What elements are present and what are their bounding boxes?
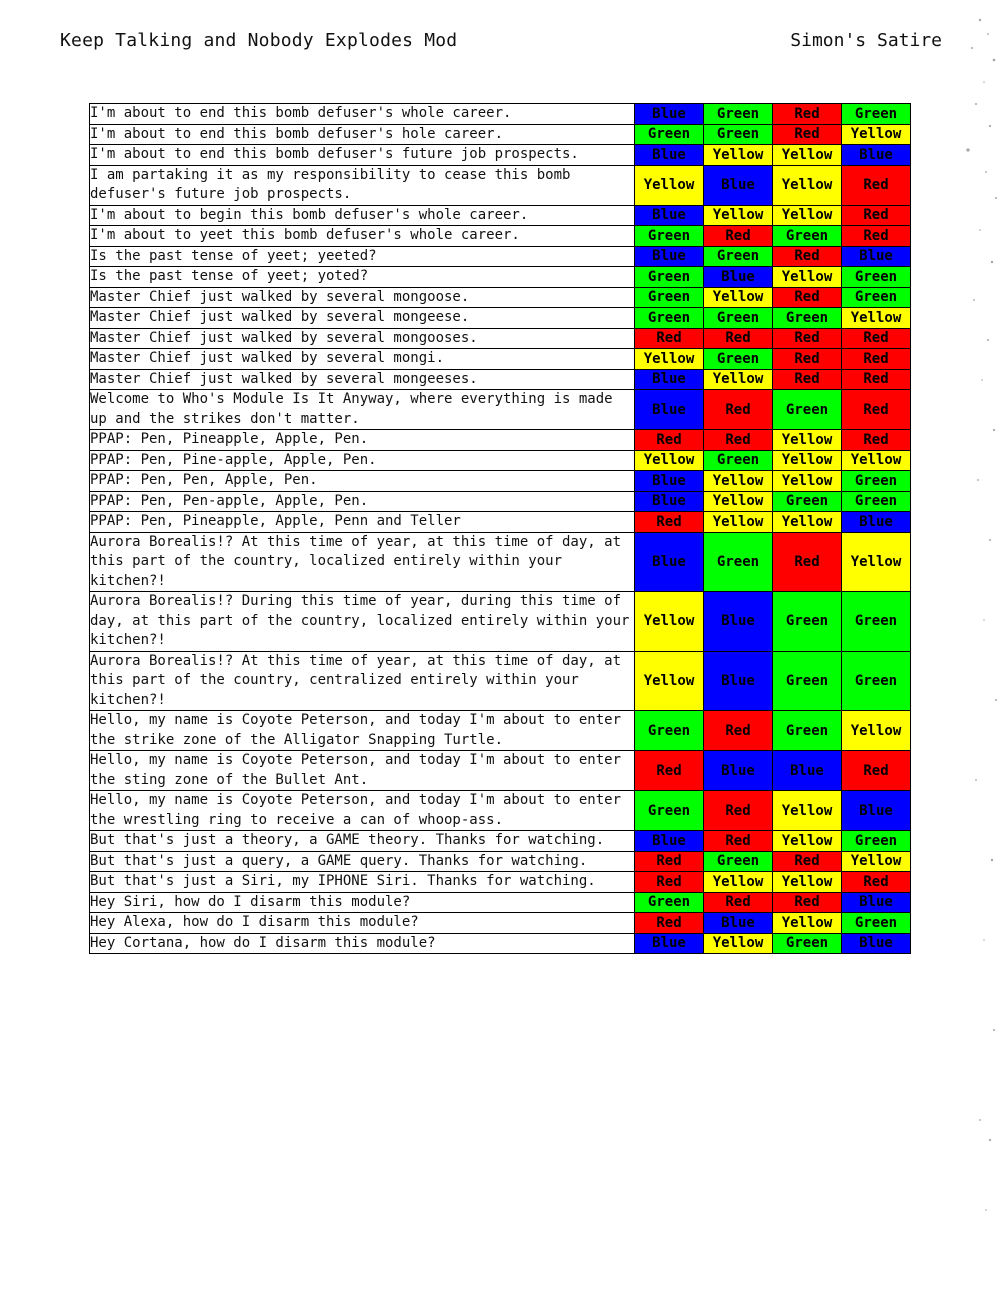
color-cell: Yellow [773,145,842,166]
phrase-cell: Master Chief just walked by several mongeeses. [90,369,635,390]
phrase-cell: But that's just a theory, a GAME theory. Thanks for watching. [90,831,635,852]
table-row [90,592,911,652]
phrase-cell: PPAP: Pen, Pen-apple, Apple, Pen. [90,491,635,512]
table-row [90,349,911,370]
color-cell: Blue [704,651,773,711]
color-cell: Red [635,328,704,349]
color-cell: Yellow [773,471,842,492]
phrase-cell: Hey Alexa, how do I disarm this module? [90,913,635,934]
color-cell: Green [842,651,911,711]
color-cell: Yellow [842,711,911,751]
phrase-cell: Master Chief just walked by several mongoose. [90,287,635,308]
color-cell: Yellow [773,913,842,934]
color-cell: Green [704,124,773,145]
color-cell: Red [842,205,911,226]
color-cell: Green [704,532,773,592]
color-cell: Yellow [773,512,842,533]
color-cell: Red [704,831,773,852]
color-cell: Red [635,751,704,791]
phrase-cell: PPAP: Pen, Pineapple, Apple, Penn and Teller [90,512,635,533]
color-cell: Yellow [635,651,704,711]
color-cell: Yellow [842,532,911,592]
table-row [90,369,911,390]
color-cell: Green [635,711,704,751]
color-cell: Yellow [704,369,773,390]
color-cell: Red [842,328,911,349]
color-cell: Red [773,287,842,308]
mod-title: Keep Talking and Nobody Explodes Mod [60,30,458,51]
table-row [90,205,911,226]
color-cell: Green [773,651,842,711]
color-cell: Red [704,328,773,349]
color-cell: Blue [635,104,704,125]
color-cell: Red [704,430,773,451]
phrase-cell: I'm about to end this bomb defuser's whole career. [90,104,635,125]
color-cell: Red [773,328,842,349]
color-cell: Blue [635,145,704,166]
color-cell: Yellow [773,872,842,893]
color-cell: Blue [773,751,842,791]
color-cell: Red [842,369,911,390]
color-cell: Yellow [635,165,704,205]
color-cell: Green [635,226,704,247]
color-cell: Red [842,751,911,791]
table-row [90,471,911,492]
color-cell: Yellow [704,512,773,533]
color-cell: Green [842,913,911,934]
color-cell: Yellow [635,349,704,370]
table-row [90,913,911,934]
table-row [90,651,911,711]
table-row [90,308,911,329]
color-cell: Blue [842,933,911,954]
color-cell: Red [773,246,842,267]
color-cell: Red [773,532,842,592]
color-cell: Yellow [773,205,842,226]
table-row [90,450,911,471]
color-cell: Blue [842,246,911,267]
color-cell: Red [635,913,704,934]
color-cell: Red [635,430,704,451]
color-cell: Red [842,390,911,430]
color-cell: Red [842,430,911,451]
phrase-cell: PPAP: Pen, Pineapple, Apple, Pen. [90,430,635,451]
color-cell: Green [704,246,773,267]
color-cell: Green [842,491,911,512]
table-row [90,851,911,872]
phrase-cell: Hello, my name is Coyote Peterson, and today I'm about to enter the wrestling ring to receive a can of whoop-ass. [90,791,635,831]
table-row [90,491,911,512]
color-cell: Yellow [842,308,911,329]
color-cell: Green [842,592,911,652]
color-cell: Blue [635,369,704,390]
phrase-cell: PPAP: Pen, Pen, Apple, Pen. [90,471,635,492]
table-row [90,532,911,592]
color-cell: Blue [635,471,704,492]
color-cell: Red [842,226,911,247]
table-row [90,872,911,893]
color-cell: Yellow [773,831,842,852]
color-cell: Red [704,711,773,751]
table-row [90,892,911,913]
phrase-cell: Aurora Borealis!? At this time of year, at this time of day, at this part of the country, centralized entirely within your kitchen?! [90,651,635,711]
color-cell: Red [773,369,842,390]
color-cell: Blue [635,491,704,512]
phrase-cell: Is the past tense of yeet; yoted? [90,267,635,288]
color-cell: Red [842,165,911,205]
color-cell: Yellow [773,450,842,471]
table-row [90,711,911,751]
phrase-cell: But that's just a Siri, my IPHONE Siri. Thanks for watching. [90,872,635,893]
phrase-cell: Master Chief just walked by several mongeese. [90,308,635,329]
color-cell: Yellow [704,491,773,512]
color-cell: Red [842,872,911,893]
color-cell: Green [773,226,842,247]
table-row [90,226,911,247]
color-cell: Yellow [704,287,773,308]
color-cell: Blue [704,267,773,288]
color-cell: Blue [842,512,911,533]
color-cell: Red [635,872,704,893]
color-cell: Yellow [635,450,704,471]
color-cell: Green [773,491,842,512]
table-row [90,430,911,451]
color-cell: Green [704,308,773,329]
color-cell: Red [704,226,773,247]
phrase-cell: PPAP: Pen, Pine-apple, Apple, Pen. [90,450,635,471]
table-row [90,512,911,533]
color-cell: Blue [635,532,704,592]
color-cell: Yellow [773,430,842,451]
phrase-cell: Hello, my name is Coyote Peterson, and today I'm about to enter the strike zone of the Alligator Snapping Turtle. [90,711,635,751]
color-cell: Red [842,349,911,370]
table-row [90,124,911,145]
color-cell: Yellow [842,450,911,471]
phrase-cell: I'm about to end this bomb defuser's future job prospects. [90,145,635,166]
table-row [90,328,911,349]
color-cell: Blue [842,791,911,831]
color-cell: Red [773,892,842,913]
color-cell: Green [773,308,842,329]
color-cell: Blue [635,390,704,430]
color-cell: Green [842,104,911,125]
table-row [90,791,911,831]
color-cell: Blue [635,246,704,267]
color-cell: Blue [704,751,773,791]
color-cell: Blue [704,592,773,652]
color-cell: Blue [704,165,773,205]
color-cell: Green [635,287,704,308]
color-cell: Green [635,124,704,145]
color-cell: Blue [635,831,704,852]
color-cell: Yellow [773,791,842,831]
color-cell: Green [635,267,704,288]
table-row [90,145,911,166]
color-cell: Yellow [704,872,773,893]
color-cell: Blue [842,892,911,913]
color-cell: Green [842,267,911,288]
phrase-cell: Is the past tense of yeet; yeeted? [90,246,635,267]
paper-speckle [910,0,1000,1300]
phrase-cell: Hey Siri, how do I disarm this module? [90,892,635,913]
phrase-cell: Hello, my name is Coyote Peterson, and today I'm about to enter the sting zone of the Bullet Ant. [90,751,635,791]
phrase-cell: Master Chief just walked by several mongooses. [90,328,635,349]
color-cell: Red [635,851,704,872]
table-row [90,287,911,308]
phrase-cell: I am partaking it as my responsibility to cease this bomb defuser's future job prospects. [90,165,635,205]
color-cell: Yellow [773,267,842,288]
color-cell: Yellow [842,851,911,872]
color-cell: Green [635,308,704,329]
color-cell: Green [773,592,842,652]
color-cell: Yellow [704,205,773,226]
color-cell: Green [842,831,911,852]
phrase-cell: Aurora Borealis!? During this time of year, during this time of day, at this part of the country, localized entirely within your kitchen?! [90,592,635,652]
table-row [90,390,911,430]
color-cell: Red [635,512,704,533]
phrase-cell: Master Chief just walked by several mongi. [90,349,635,370]
color-cell: Blue [635,933,704,954]
color-cell: Green [635,791,704,831]
color-cell: Green [704,450,773,471]
color-cell: Red [773,349,842,370]
color-cell: Blue [842,145,911,166]
color-cell: Yellow [635,592,704,652]
color-cell: Green [773,390,842,430]
color-cell: Red [773,851,842,872]
table-row [90,933,911,954]
phrase-cell: Welcome to Who's Module Is It Anyway, where everything is made up and the strikes don't matter. [90,390,635,430]
phrase-color-table [89,103,911,954]
phrase-cell: I'm about to begin this bomb defuser's whole career. [90,205,635,226]
color-cell: Green [842,287,911,308]
color-cell: Red [773,124,842,145]
color-cell: Red [704,390,773,430]
color-cell: Yellow [704,145,773,166]
color-cell: Green [704,104,773,125]
phrase-cell: But that's just a query, a GAME query. Thanks for watching. [90,851,635,872]
table-row [90,165,911,205]
phrase-cell: I'm about to end this bomb defuser's hole career. [90,124,635,145]
color-cell: Yellow [842,124,911,145]
phrase-cell: Hey Cortana, how do I disarm this module? [90,933,635,954]
table-row [90,246,911,267]
color-cell: Red [773,104,842,125]
module-name: Simon's Satire [790,30,942,51]
color-cell: Yellow [704,471,773,492]
color-cell: Green [842,471,911,492]
color-cell: Yellow [704,933,773,954]
phrase-cell: I'm about to yeet this bomb defuser's whole career. [90,226,635,247]
table-row [90,104,911,125]
color-cell: Green [773,711,842,751]
table-row [90,751,911,791]
phrase-cell: Aurora Borealis!? At this time of year, at this time of day, at this part of the country, localized entirely within your kitchen?! [90,532,635,592]
color-cell: Blue [704,913,773,934]
table-row [90,831,911,852]
color-cell: Red [704,791,773,831]
color-cell: Green [635,892,704,913]
color-cell: Green [704,851,773,872]
color-cell: Green [704,349,773,370]
color-cell: Red [704,892,773,913]
table-row [90,267,911,288]
color-cell: Yellow [773,165,842,205]
color-cell: Green [773,933,842,954]
color-cell: Blue [635,205,704,226]
